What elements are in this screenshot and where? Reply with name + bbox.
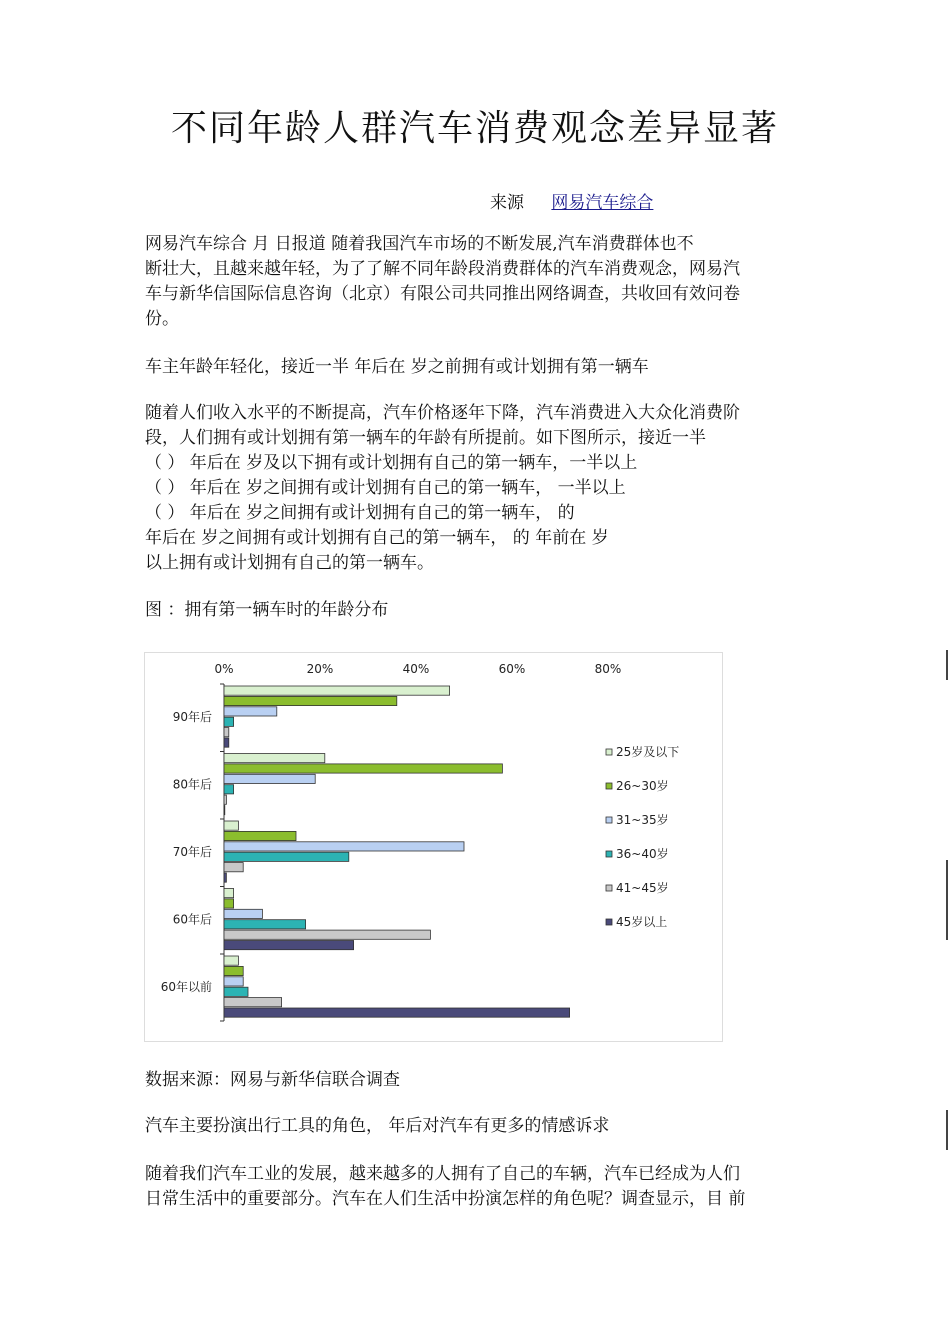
body-paragraph-2 — [145, 1162, 809, 1212]
bar-4 — [224, 920, 306, 929]
bar-4 — [224, 717, 234, 726]
bar-5 — [224, 930, 430, 939]
legend-swatch — [606, 817, 612, 823]
bar-1 — [224, 686, 450, 695]
page-title: 不同年龄人群汽车消费观念差异显著 — [170, 108, 779, 149]
source-line — [490, 188, 653, 213]
section-heading-2 — [145, 1114, 809, 1139]
bar-4 — [224, 785, 234, 794]
bar-3 — [224, 842, 464, 851]
bar-6 — [224, 806, 225, 815]
legend-swatch — [606, 851, 612, 857]
text-line: 车与新华信国际信息咨询（北京）有限公司共同推出网络调查，共收回有效问卷 — [145, 284, 740, 304]
x-tick-label: 40% — [402, 662, 430, 676]
text-line: 年后在 岁之间拥有或计划拥有自己的第一辆车， 的 年前在 岁 — [145, 528, 609, 548]
legend-swatch — [606, 885, 612, 891]
legend-label: 31~35岁 — [616, 813, 669, 827]
bar-6 — [224, 941, 354, 950]
bar-2 — [224, 696, 397, 705]
bar-3 — [224, 774, 315, 783]
text-line: （ ） 年后在 岁及以下拥有或计划拥有自己的第一辆车，一半以上 — [145, 453, 638, 473]
legend-swatch — [606, 783, 612, 789]
bar-4 — [224, 852, 349, 861]
chart-svg — [145, 653, 722, 1041]
category-label: 60年后 — [172, 912, 212, 927]
text-line: （ ） 年后在 岁之间拥有或计划拥有自己的第一辆车， 一半以上 — [145, 478, 626, 498]
legend-label: 36~40岁 — [616, 847, 669, 861]
category-label: 70年后 — [172, 845, 212, 860]
text-line: 随着我们汽车工业的发展，越来越多的人拥有了自己的车辆，汽车已经成为人们 — [145, 1164, 740, 1184]
legend-swatch — [606, 749, 612, 755]
legend-swatch — [606, 919, 612, 925]
bar-5 — [224, 728, 229, 737]
section-heading-1 — [145, 355, 809, 380]
heading-text: 车主年龄年轻化，接近一半 年后在 岁之前拥有或计划拥有第一辆车 — [145, 357, 649, 377]
text-line: 断壮大，且越来越年轻，为了了解不同年龄段消费群体的汽车消费观念，网易汽 — [145, 259, 740, 279]
bar-1 — [224, 821, 238, 830]
edge-mark — [946, 650, 948, 680]
text-line: 份。 — [145, 309, 179, 329]
legend-label: 26~30岁 — [616, 779, 669, 793]
text-line: 段，人们拥有或计划拥有第一辆车的年龄有所提前。如下图所示，接近一半 — [145, 428, 706, 448]
caption-text: 图 ：拥有第一辆车时的年龄分布 — [145, 600, 389, 620]
text-line: （ ） 年后在 岁之间拥有或计划拥有自己的第一辆车， 的 — [145, 503, 575, 523]
bar-4 — [224, 987, 248, 996]
text-line: 随着人们收入水平的不断提高，汽车价格逐年下降，汽车消费进入大众化消费阶 — [145, 403, 740, 423]
legend-label: 25岁及以下 — [616, 745, 680, 759]
bar-3 — [224, 707, 277, 716]
source-link[interactable]: 网易汽车综合 — [551, 193, 654, 213]
bar-6 — [224, 738, 229, 747]
legend-label: 41~45岁 — [616, 881, 669, 895]
bar-1 — [224, 754, 325, 763]
body-paragraph-1 — [145, 401, 809, 576]
category-label: 60年以前 — [160, 980, 212, 995]
bar-2 — [224, 966, 243, 975]
bar-2 — [224, 831, 296, 840]
text-line: 网易汽车综合 月 日报道 随着我国汽车市场的不断发展,汽车消费群体也不 — [145, 234, 694, 254]
x-tick-label: 20% — [306, 662, 334, 676]
bar-3 — [224, 977, 243, 986]
x-tick-label: 0% — [214, 662, 234, 676]
legend-label: 45岁以上 — [616, 915, 668, 929]
bar-3 — [224, 909, 262, 918]
bar-5 — [224, 998, 282, 1007]
bar-2 — [224, 899, 234, 908]
edge-mark — [946, 1110, 948, 1150]
bar-2 — [224, 764, 502, 773]
bar-6 — [224, 1008, 570, 1017]
category-label: 90年后 — [172, 710, 212, 725]
bar-1 — [224, 956, 238, 965]
age-distribution-chart — [144, 652, 723, 1042]
heading-text: 汽车主要扮演出行工具的角色， 年后对汽车有更多的情感诉求 — [145, 1116, 610, 1136]
bar-5 — [224, 795, 226, 804]
x-tick-label: 60% — [498, 662, 526, 676]
figure-caption — [145, 598, 809, 623]
text-line: 以上拥有或计划拥有自己的第一辆车。 — [145, 553, 434, 573]
text-line: 日常生活中的重要部分。汽车在人们生活中扮演怎样的角色呢？调查显示，目 前 — [145, 1189, 746, 1209]
data-source — [145, 1068, 809, 1093]
source-label: 来源 — [490, 193, 524, 213]
bar-1 — [224, 889, 234, 898]
category-label: 80年后 — [172, 777, 212, 792]
intro-paragraph — [145, 232, 809, 332]
bar-6 — [224, 873, 226, 882]
edge-mark — [946, 860, 948, 940]
data-source-text: 数据来源：网易与新华信联合调查 — [145, 1070, 400, 1090]
x-tick-label: 80% — [594, 662, 622, 676]
bar-5 — [224, 863, 243, 872]
